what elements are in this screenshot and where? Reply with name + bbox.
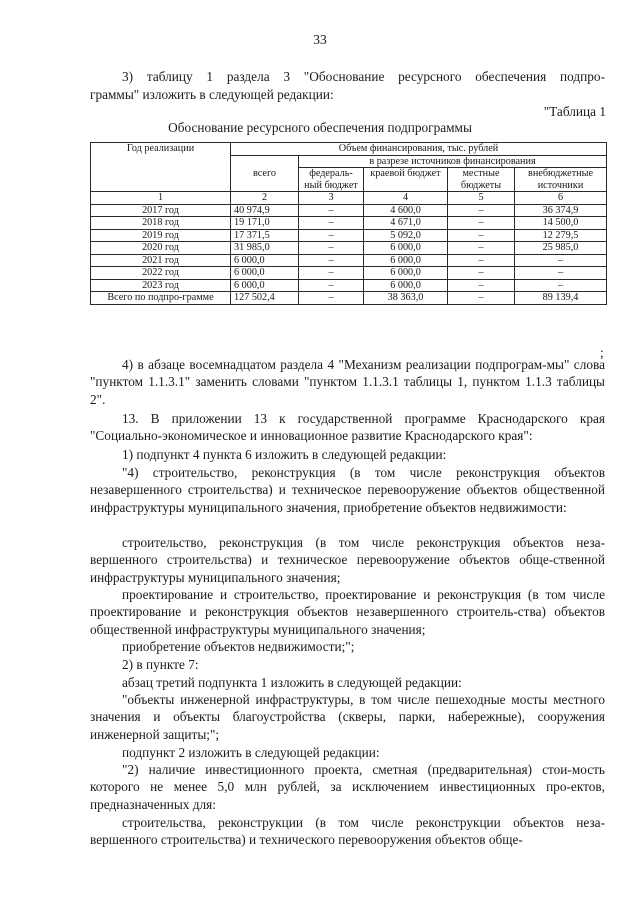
paragraph-13-2a: абзац третий подпункта 1 изложить в следующей редакции: [122,675,462,690]
cell-local: – [448,267,515,280]
cell-regional: 6 000,0 [364,279,448,292]
paragraph-c: приобретение объектов недвижимости;"; [122,639,355,654]
intro-line-1: 3) таблицу 1 раздела 3 "Обоснование ресурсного обеспечения подпро- [122,69,605,84]
header-federal: федераль-ный бюджет [299,168,364,192]
column-number-row [91,192,607,205]
table-row [91,254,607,267]
cell-federal: – [299,217,364,230]
col-num: 1 [91,192,231,205]
header-sources: в разрезе источников финансирования [299,155,607,168]
table-end-semicolon: ; [600,345,604,360]
cell-total: 127 502,4 [231,292,299,305]
cell-regional: 5 092,0 [364,229,448,242]
intro-line-2: граммы" изложить в следующей редакции: [90,87,334,102]
cell-local: – [448,229,515,242]
paragraph-13-2b: подпункт 2 изложить в следующей редакции: [122,745,380,760]
cell-total: 31 985,0 [231,242,299,255]
cell-local: – [448,292,515,305]
cell-year: 2022 год [91,267,231,280]
cell-regional: 6 000,0 [364,254,448,267]
cell-year: 2021 год [91,254,231,267]
col-num: 4 [364,192,448,205]
cell-extra: 25 985,0 [515,242,607,255]
page-number: 33 [313,32,327,47]
table-row [91,267,607,280]
header-total: всего [231,155,299,192]
total-row [91,292,607,305]
cell-federal: – [299,292,364,305]
paragraph-13-2b-quote: "2) наличие инвестиционного проекта, сметная (предварительная) стои-мость которого не менее 5,0 млн рублей, за исключением инвестиционных про-ектов, предназначенных для: [90,762,605,812]
col-num: 3 [299,192,364,205]
funding-table [90,142,607,305]
cell-extra: 36 374,9 [515,204,607,217]
paragraph-a: строительство, реконструкция (в том числе реконструкция объектов неза-вершенного строительства) и техническое перевооружение объектов обще-ственной инфраструктуры муниципального значения; [90,535,605,585]
header-regional: краевой бюджет [364,168,448,192]
col-num: 2 [231,192,299,205]
col-num: 6 [515,192,607,205]
cell-total: 17 371,5 [231,229,299,242]
cell-total: 6 000,0 [231,267,299,280]
table-row [91,279,607,292]
header-year: Год реализации [91,143,231,192]
cell-federal: – [299,229,364,242]
col-num: 5 [448,192,515,205]
cell-total: 19 171,0 [231,217,299,230]
table-row [91,204,607,217]
cell-extra: – [515,254,607,267]
paragraph-13: 13. В приложении 13 к государственной программе Краснодарского края "Социально-экономическое и инновационное развитие Краснодарского края": [90,411,605,444]
cell-federal: – [299,204,364,217]
cell-federal: – [299,254,364,267]
cell-local: – [448,242,515,255]
cell-regional: 4 600,0 [364,204,448,217]
cell-local: – [448,204,515,217]
cell-local: – [448,279,515,292]
cell-total: 40 974,9 [231,204,299,217]
cell-extra: 89 139,4 [515,292,607,305]
cell-year: Всего по подпро-грамме [91,292,231,305]
paragraph-13-2a-quote: "объекты инженерной инфраструктуры, в том числе пешеходные мосты местного значения и объекты благоустройства (скверы, парки, набережные), сооружения инженерной защиты;"; [90,692,605,742]
cell-local: – [448,217,515,230]
cell-year: 2023 год [91,279,231,292]
header-row-1 [91,143,607,156]
cell-federal: – [299,242,364,255]
cell-federal: – [299,279,364,292]
paragraph-last: строительства, реконструкции (в том числе реконструкции объектов неза-вершенного строительства) и технического перевооружения объектов обще- [90,815,605,848]
cell-total: 6 000,0 [231,279,299,292]
cell-local: – [448,254,515,267]
header-extra: внебюджетные источники [515,168,607,192]
cell-regional: 38 363,0 [364,292,448,305]
table-title: Обоснование ресурсного обеспечения подпрограммы [168,120,472,135]
cell-extra: – [515,279,607,292]
cell-regional: 6 000,0 [364,267,448,280]
cell-year: 2017 год [91,204,231,217]
paragraph-13-1-quote: "4) строительство, реконструкция (в том числе реконструкция объектов незавершенного строительства) и техническое перевооружение объектов общественной инфраструктуры муниципального значения, приобретение объектов недвижимости: [90,465,605,515]
paragraph-b: проектирование и строительство, проектирование и реконструкция (в том числе проектирование и реконструкция объектов незавершенного строитель-ства) объектов общественной инфраструктуры муниципального значения; [90,587,605,637]
header-local: местные бюджеты [448,168,515,192]
cell-regional: 6 000,0 [364,242,448,255]
table-row [91,242,607,255]
paragraph-4: 4) в абзаце восемнадцатом раздела 4 "Механизм реализации подпрограм-мы" слова "пунктом 1.1.3.1" заменить словами "пунктом 1.1.3.1 таблицы 1, пунктом 1.1.3 таблицы 2". [90,357,605,407]
cell-federal: – [299,267,364,280]
paragraph-13-1: 1) подпункт 4 пункта 6 изложить в следующей редакции: [122,447,447,462]
cell-extra: 14 500,0 [515,217,607,230]
cell-year: 2019 год [91,229,231,242]
table-row [91,217,607,230]
paragraph-13-2: 2) в пункте 7: [122,657,199,672]
header-volume: Объем финансирования, тыс. рублей [231,143,607,156]
cell-regional: 4 671,0 [364,217,448,230]
cell-year: 2020 год [91,242,231,255]
table-row [91,229,607,242]
cell-extra: – [515,267,607,280]
table-caption: "Таблица 1 [543,104,606,119]
cell-extra: 12 279,5 [515,229,607,242]
cell-year: 2018 год [91,217,231,230]
cell-total: 6 000,0 [231,254,299,267]
